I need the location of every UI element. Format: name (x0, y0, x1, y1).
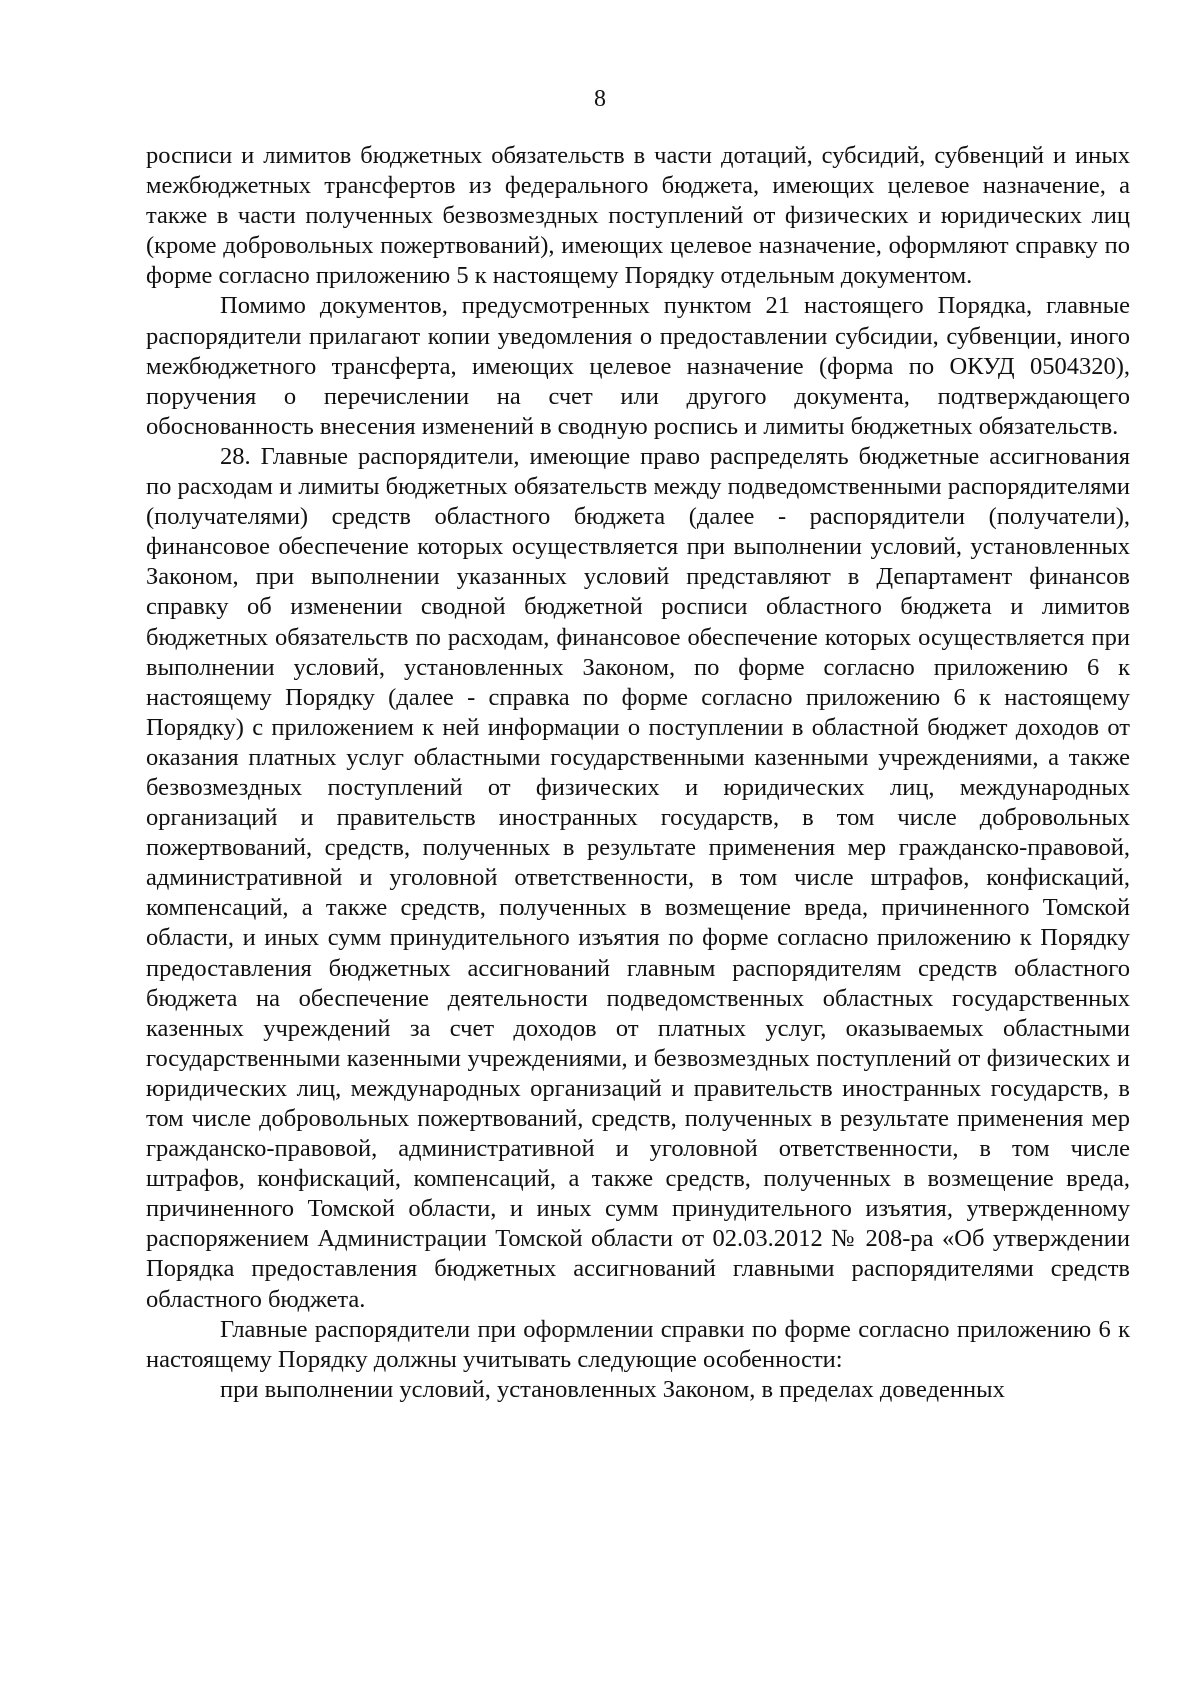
paragraph-additional-documents: Помимо документов, предусмотренных пунктом 21 настоящего Порядка, главные распорядители прилагают копии уведомления о предоставлении субсидии, субвенции, иного межбюджетного трансферта, имеющих целевое назначение (форма по ОКУД 0504320), поручения о перечислении на счет или другого документа, подтверждающего обоснованность внесения изменений в сводную роспись и лимиты бюджетных обязательств. (146, 292, 1130, 440)
paragraph-features-intro: Главные распорядители при оформлении справки по форме согласно приложению 6 к настоящему Порядку должны учитывать следующие особенности: (146, 1315, 1130, 1373)
paragraph-continuation: росписи и лимитов бюджетных обязательств в части дотаций, субсидий, субвенций и иных межбюджетных трансфертов из федерального бюджета, имеющих целевое назначение, а также в части полученных безвозмездных поступлений от физических и юридических лиц (кроме добровольных пожертвований), имеющих целевое назначение, оформляют справку по форме согласно приложению 5 к настоящему Порядку отдельным документом. (146, 142, 1130, 290)
page-number: 8 (594, 86, 606, 112)
paragraph-conditions: при выполнении условий, установленных Законом, в пределах доведенных (220, 1375, 1005, 1403)
document-body (146, 141, 1130, 1405)
paragraph-item-28: 28. Главные распорядители, имеющие право распределять бюджетные ассигнования по расходам и лимиты бюджетных обязательств между подведомственными распорядителями (получателями) средств областного бюджета (далее - распорядители (получатели), финансовое обеспечение которых осуществляется при выполнении условий, установленных Законом, при выполнении указанных условий представляют в Департамент финансов справку об изменении сводной бюджетной росписи областного бюджета и лимитов бюджетных обязательств по расходам, финансовое обеспечение которых осуществляется при выполнении условий, установленных Законом, по форме согласно приложению 6 к настоящему Порядку (далее - справка по форме согласно приложению 6 к настоящему Порядку) с приложением к ней информации о поступлении в областной бюджет доходов от оказания платных услуг областными государственными казенными учреждениями, а также безвозмездных поступлений от физических и юридических лиц, международных организаций и правительств иностранных государств, в том числе добровольных пожертвований, средств, полученных в результате применения мер гражданско-правовой, административной и уголовной ответственности, в том числе штрафов, конфискаций, компенсаций, а также средств, полученных в возмещение вреда, причиненного Томской области, и иных сумм принудительного изъятия по форме согласно приложению к Порядку предоставления бюджетных ассигнований главным распорядителям средств областного бюджета на обеспечение деятельности подведомственных областных государственных казенных учреждений за счет доходов от платных услуг, оказываемых областными государственными казенными учреждениями, и безвозмездных поступлений от физических и юридических лиц, международных организаций и правительств иностранных государств, в том числе добровольных пожертвований, средств, полученных в результате применения мер гражданско-правовой, административной и уголовной ответственности, в том числе штрафов, конфискаций, компенсаций, а также средств, полученных в возмещение вреда, причиненного Томской области, и иных сумм принудительного изъятия, утвержденному распоряжением Администрации Томской области от 02.03.2012 № 208-ра «Об утверждении Порядка предоставления бюджетных ассигнований главными распорядителями средств областного бюджета. (146, 442, 1130, 1313)
